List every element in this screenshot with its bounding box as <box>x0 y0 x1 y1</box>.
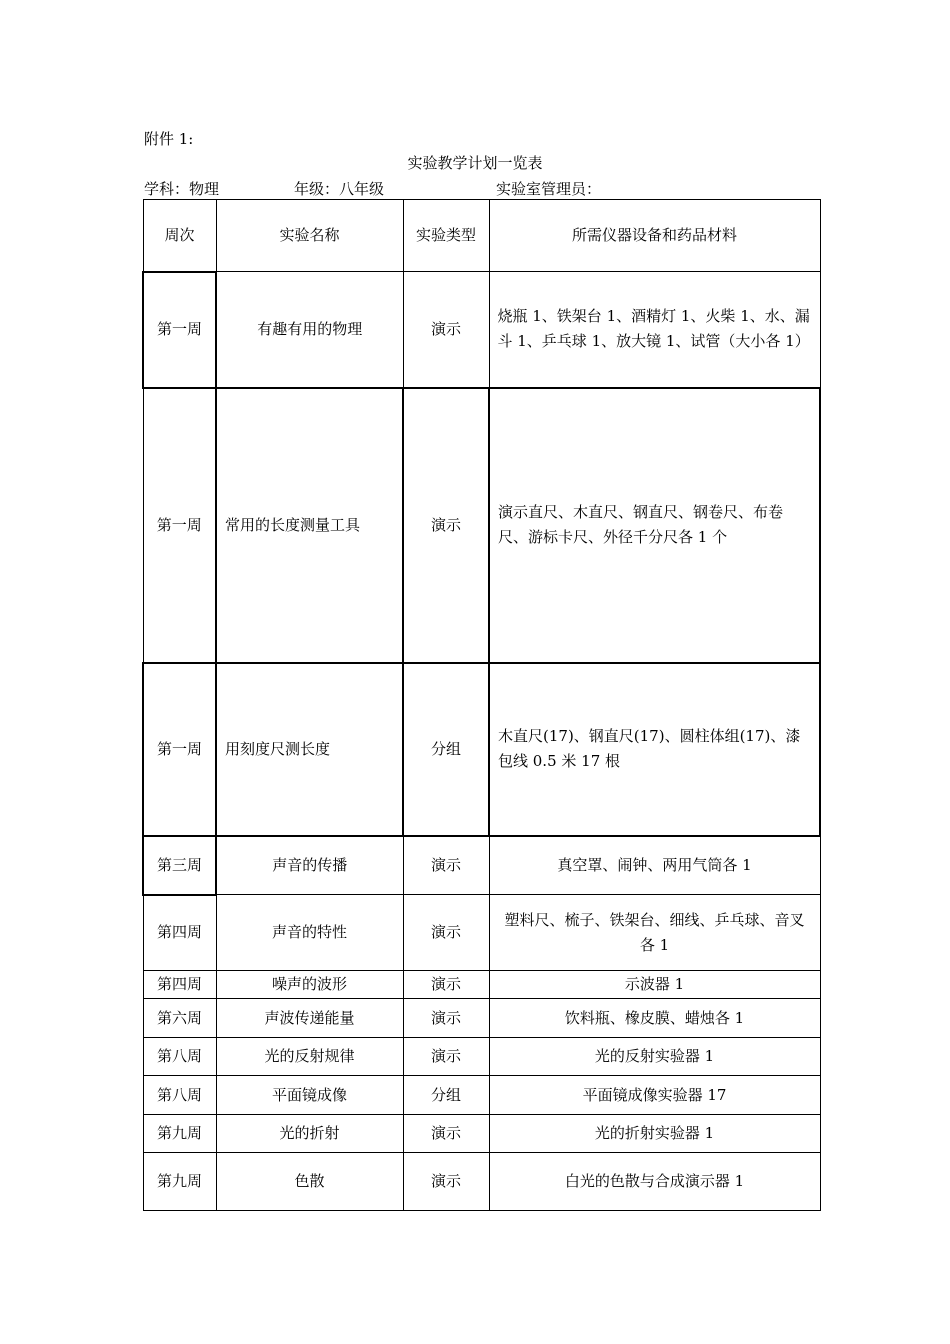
experiment-name-cell: 色散 <box>216 1153 403 1211</box>
materials-cell: 示波器 1 <box>489 971 820 999</box>
document-title: 实验教学计划一览表 <box>407 154 543 172</box>
table-row <box>143 663 820 836</box>
table-row <box>143 1115 820 1153</box>
week-cell: 第四周 <box>143 895 216 971</box>
experiment-type-cell: 分组 <box>403 1076 489 1115</box>
subject-field: 学科：物理 <box>144 180 220 198</box>
week-cell: 第九周 <box>143 1153 216 1211</box>
header-name: 实验名称 <box>216 200 403 272</box>
week-cell: 第八周 <box>143 1076 216 1115</box>
table-row <box>143 1153 820 1211</box>
week-cell: 第八周 <box>143 1038 216 1076</box>
experiment-name-cell: 噪声的波形 <box>216 971 403 999</box>
materials-cell: 白光的色散与合成演示器 1 <box>489 1153 820 1211</box>
week-cell: 第六周 <box>143 999 216 1038</box>
header-type: 实验类型 <box>403 200 489 272</box>
table-row <box>143 388 820 663</box>
experiment-type-cell: 演示 <box>403 1153 489 1211</box>
grade-field: 年级：八年级 <box>294 180 385 198</box>
materials-cell: 光的折射实验器 1 <box>489 1115 820 1153</box>
materials-cell: 饮料瓶、橡皮膜、蜡烛各 1 <box>489 999 820 1038</box>
experiment-type-cell: 演示 <box>403 1038 489 1076</box>
header-week: 周次 <box>143 200 216 272</box>
experiment-type-cell: 分组 <box>403 663 489 836</box>
materials-cell: 演示直尺、木直尺、钢直尺、钢卷尺、布卷尺、游标卡尺、外径千分尺各 1 个 <box>489 388 820 663</box>
lab-admin-field: 实验室管理员： <box>496 180 602 198</box>
experiment-name-cell: 光的反射规律 <box>216 1038 403 1076</box>
week-cell: 第一周 <box>143 663 216 836</box>
week-cell: 第一周 <box>143 388 216 663</box>
week-cell: 第三周 <box>143 836 216 895</box>
week-cell: 第四周 <box>143 971 216 999</box>
materials-cell: 烧瓶 1、铁架台 1、酒精灯 1、火柴 1、水、漏斗 1、乒乓球 1、放大镜 1、试管（大小各 1） <box>489 272 820 388</box>
experiment-plan-table <box>142 199 821 1211</box>
materials-cell: 平面镜成像实验器 17 <box>489 1076 820 1115</box>
table-row <box>143 272 820 388</box>
table-row <box>143 895 820 971</box>
table-header-row <box>143 200 820 272</box>
materials-cell: 塑料尺、梳子、铁架台、细线、乒乓球、音叉各 1 <box>489 895 820 971</box>
materials-cell: 木直尺(17)、钢直尺(17)、圆柱体组(17)、漆包线 0.5 米 17 根 <box>489 663 820 836</box>
experiment-name-cell: 声波传递能量 <box>216 999 403 1038</box>
experiment-name-cell: 用刻度尺测长度 <box>216 663 403 836</box>
experiment-type-cell: 演示 <box>403 836 489 895</box>
table-row <box>143 971 820 999</box>
table-row <box>143 999 820 1038</box>
experiment-type-cell: 演示 <box>403 999 489 1038</box>
experiment-name-cell: 光的折射 <box>216 1115 403 1153</box>
experiment-name-cell: 声音的特性 <box>216 895 403 971</box>
experiment-name-cell: 有趣有用的物理 <box>216 272 403 388</box>
experiment-name-cell: 声音的传播 <box>216 836 403 895</box>
experiment-type-cell: 演示 <box>403 895 489 971</box>
materials-cell: 真空罩、闹钟、两用气筒各 1 <box>489 836 820 895</box>
table-row <box>143 1038 820 1076</box>
week-cell: 第九周 <box>143 1115 216 1153</box>
experiment-type-cell: 演示 <box>403 388 489 663</box>
experiment-name-cell: 常用的长度测量工具 <box>216 388 403 663</box>
experiment-type-cell: 演示 <box>403 971 489 999</box>
experiment-type-cell: 演示 <box>403 272 489 388</box>
week-cell: 第一周 <box>143 272 216 388</box>
table-row <box>143 836 820 895</box>
materials-cell: 光的反射实验器 1 <box>489 1038 820 1076</box>
experiment-type-cell: 演示 <box>403 1115 489 1153</box>
attachment-label: 附件 1: <box>144 130 194 148</box>
table-row <box>143 1076 820 1115</box>
experiment-name-cell: 平面镜成像 <box>216 1076 403 1115</box>
header-materials: 所需仪器设备和药品材料 <box>489 200 820 272</box>
